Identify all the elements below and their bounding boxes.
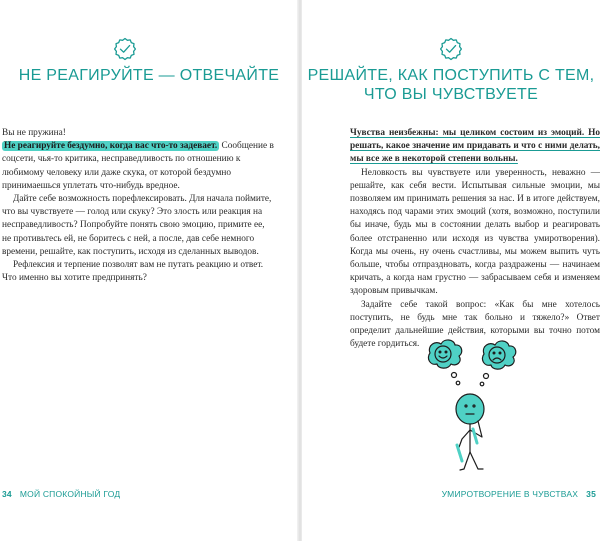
paragraph-2: Дайте себе возможность порефлексировать. Для начала поймите, что вы чувствуете — голод или скуку? Это злость или реакция на несправедливость? Попробуйте понять свою эмоцию, примите ее, не противьтесь ей, не боритесь с ней, а после, дав себе немного времени, решайте, как поступить, исходя из сделанных выводов. xyxy=(2,194,272,257)
lead-paragraph xyxy=(350,127,600,167)
running-head: УМИРОТВОРЕНИЕ В ЧУВСТВАХ xyxy=(441,489,579,499)
paragraph-3: Задайте себе такой вопрос: «Как бы мне хотелось поступить, не будь мне так больно и тяжело?» Ответ определит дальнейшие действия, которыми вы точно потом будете гордиться. xyxy=(350,299,600,350)
underlined-lead: Чувства неизбежны: мы целиком состоим из эмоций. Но решать, какое значение им придавать и что с ними делать, мы все же в некоторой степени вольны. xyxy=(350,128,600,165)
thinking-figure-illustration xyxy=(422,337,532,477)
paragraph-1-rest: Сообщение в соцсети, чья-то критика, несправедливость по отношению к любимому человеку или даже скука, от которой бездумно принимаешься уплетать что-нибудь вредное. xyxy=(2,141,274,191)
page-footer xyxy=(2,489,120,499)
highlighted-sentence: Не реагируйте бездумно, когда вас что-то задевает. xyxy=(4,141,218,152)
paragraph-3: Рефлексия и терпение позволят вам не путать реакцию и ответ. Что именно вы хотите предпринять? xyxy=(2,260,264,284)
check-badge-icon xyxy=(112,36,138,62)
page-number: 34 xyxy=(2,489,12,499)
page-number: 35 xyxy=(586,489,596,499)
check-badge-icon xyxy=(438,36,464,62)
left-page xyxy=(0,0,298,541)
running-head: МОЙ СПОКОЙНЫЙ ГОД xyxy=(19,489,121,499)
page-title: РЕШАЙТЕ, КАК ПОСТУПИТЬ С ТЕМ, ЧТО ВЫ ЧУВСТВУЕТЕ xyxy=(307,67,595,103)
right-page xyxy=(302,0,600,541)
body-text xyxy=(350,127,600,351)
page-title: НЕ РЕАГИРУЙТЕ — ОТВЕЧАЙТЕ xyxy=(18,67,280,84)
page-footer xyxy=(442,489,596,499)
body-text xyxy=(2,127,274,285)
intro-line: Вы не пружина! xyxy=(2,128,66,138)
paragraph-1 xyxy=(2,140,274,193)
paragraph-2: Неловкость вы чувствуете или уверенность, неважно — решайте, как себя вести. Испытывая сильные эмоции, мы позволяем им принимать решения за нас. И в итоге действуем, находясь под чарами этих эмоций (хотя, возможно, поступили бы иначе, будь мы в состоянии делать выбор и реагировать более отстраненно или исходя из чувства умиротворения). Когда мы очень, ну очень счастливы, мы можем выпить чуть больше, чтобы отпраздновать, когда раздражены — начинаем кричать, а когда нам грустно — забрасываем себя и изменяем здоровым привычкам. xyxy=(350,167,600,297)
